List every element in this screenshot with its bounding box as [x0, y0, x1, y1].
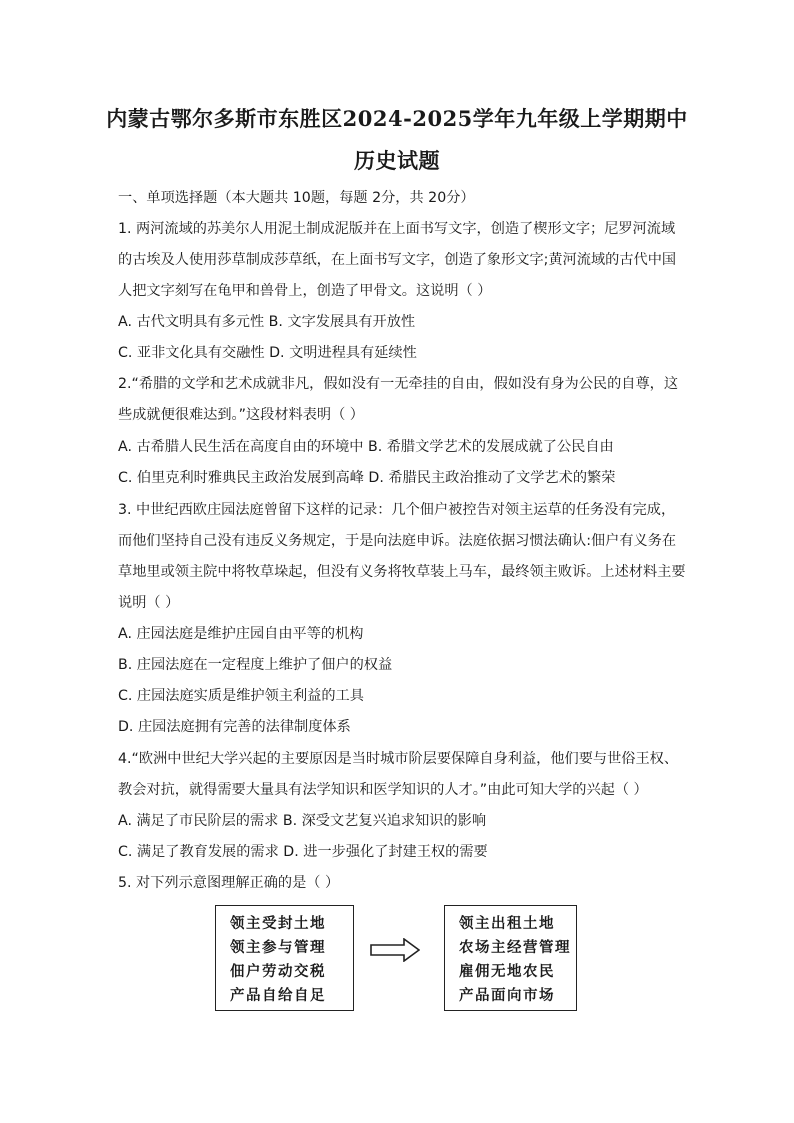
question-1-line-2: 的古埃及人使用莎草制成莎草纸，在上面书写文字，创造了象形文字;黄河流域的古代中国 [118, 252, 677, 268]
question-3-line-4: 说明（ ） [118, 595, 180, 611]
question-3-line-2: 而他们坚持自己没有违反义务规定，于是向法庭申诉。法庭依据习惯法确认:佃户有义务在 [118, 533, 677, 549]
question-2-options-ab: A. 古希腊人民生活在高度自由的环境中 B. 希腊文学艺术的发展成就了公民自由 [118, 439, 614, 455]
question-3-option-c: C. 庄园法庭实质是维护领主利益的工具 [118, 688, 364, 704]
question-4-options-ab: A. 满足了市民阶层的需求 B. 深受文艺复兴追求知识的影响 [118, 813, 487, 829]
question-1-line-3: 人把文字刻写在龟甲和兽骨上，创造了甲骨文。这说明（ ） [118, 283, 492, 299]
page-title: 内蒙古鄂尔多斯市东胜区2024-2025学年九年级上学期期中 [106, 106, 688, 131]
diagram-right-item: 产品面向市场 [459, 987, 555, 1004]
diagram-left-item: 佃户劳动交税 [230, 963, 326, 980]
diagram-left-box [215, 905, 354, 1011]
question-3-line-1: 3. 中世纪西欧庄园法庭曾留下这样的记录：几个佃户被控告对领主运草的任务没有完成， [118, 502, 676, 518]
question-4-line-1: 4.“欧洲中世纪大学兴起的主要原因是当时城市阶层要保障自身利益，他们要与世俗王权、 [118, 751, 679, 767]
question-1-line-1: 1. 两河流域的苏美尔人用泥土制成泥版并在上面书写文字，创造了楔形文字；尼罗河流域 [118, 221, 676, 237]
question-3-option-b: B. 庄园法庭在一定程度上维护了佃户的权益 [118, 657, 393, 673]
question-2-line-2: 些成就便很难达到。”这段材料表明（ ） [118, 407, 364, 423]
question-2-line-1: 2.“希腊的文学和艺术成就非凡，假如没有一无牵挂的自由，假如没有身为公民的自尊，这 [118, 376, 679, 392]
page-subtitle: 历史试题 [354, 148, 440, 173]
question-4-line-2: 教会对抗，就得需要大量具有法学知识和医学知识的人才。”由此可知大学的兴起（ ） [118, 782, 648, 798]
diagram-left-item: 领主参与管理 [230, 939, 326, 956]
question-5-line-1: 5. 对下列示意图理解正确的是（ ） [118, 875, 340, 891]
diagram-right-item: 领主出租土地 [459, 915, 555, 932]
question-2-options-cd: C. 伯里克利时雅典民主政治发展到高峰 D. 希腊民主政治推动了文学艺术的繁荣 [118, 470, 616, 486]
diagram-right-box [444, 905, 577, 1011]
diagram-right-item: 雇佣无地农民 [459, 963, 555, 980]
question-3-option-d: D. 庄园法庭拥有完善的法律制度体系 [118, 719, 351, 735]
question-4-options-cd: C. 满足了教育发展的需求 D. 进一步强化了封建王权的需要 [118, 844, 488, 860]
question-1-options-ab: A. 古代文明具有多元性 B. 文字发展具有开放性 [118, 314, 416, 330]
arrow-right-icon [370, 938, 420, 962]
diagram-left-item: 产品自给自足 [230, 987, 326, 1004]
question-3-line-3: 草地里或领主院中将牧草垛起，但没有义务将牧草装上马车，最终领主败诉。上述材料主要 [118, 564, 686, 580]
section-heading: 一、单项选择题（本大题共 10题，每题 2分，共 20分） [118, 190, 475, 206]
diagram-left-item: 领主受封土地 [230, 915, 326, 932]
question-3-option-a: A. 庄园法庭是维护庄园自由平等的机构 [118, 626, 364, 642]
question-1-options-cd: C. 亚非文化具有交融性 D. 文明进程具有延续性 [118, 345, 417, 361]
diagram-right-item: 农场主经营管理 [459, 939, 571, 956]
